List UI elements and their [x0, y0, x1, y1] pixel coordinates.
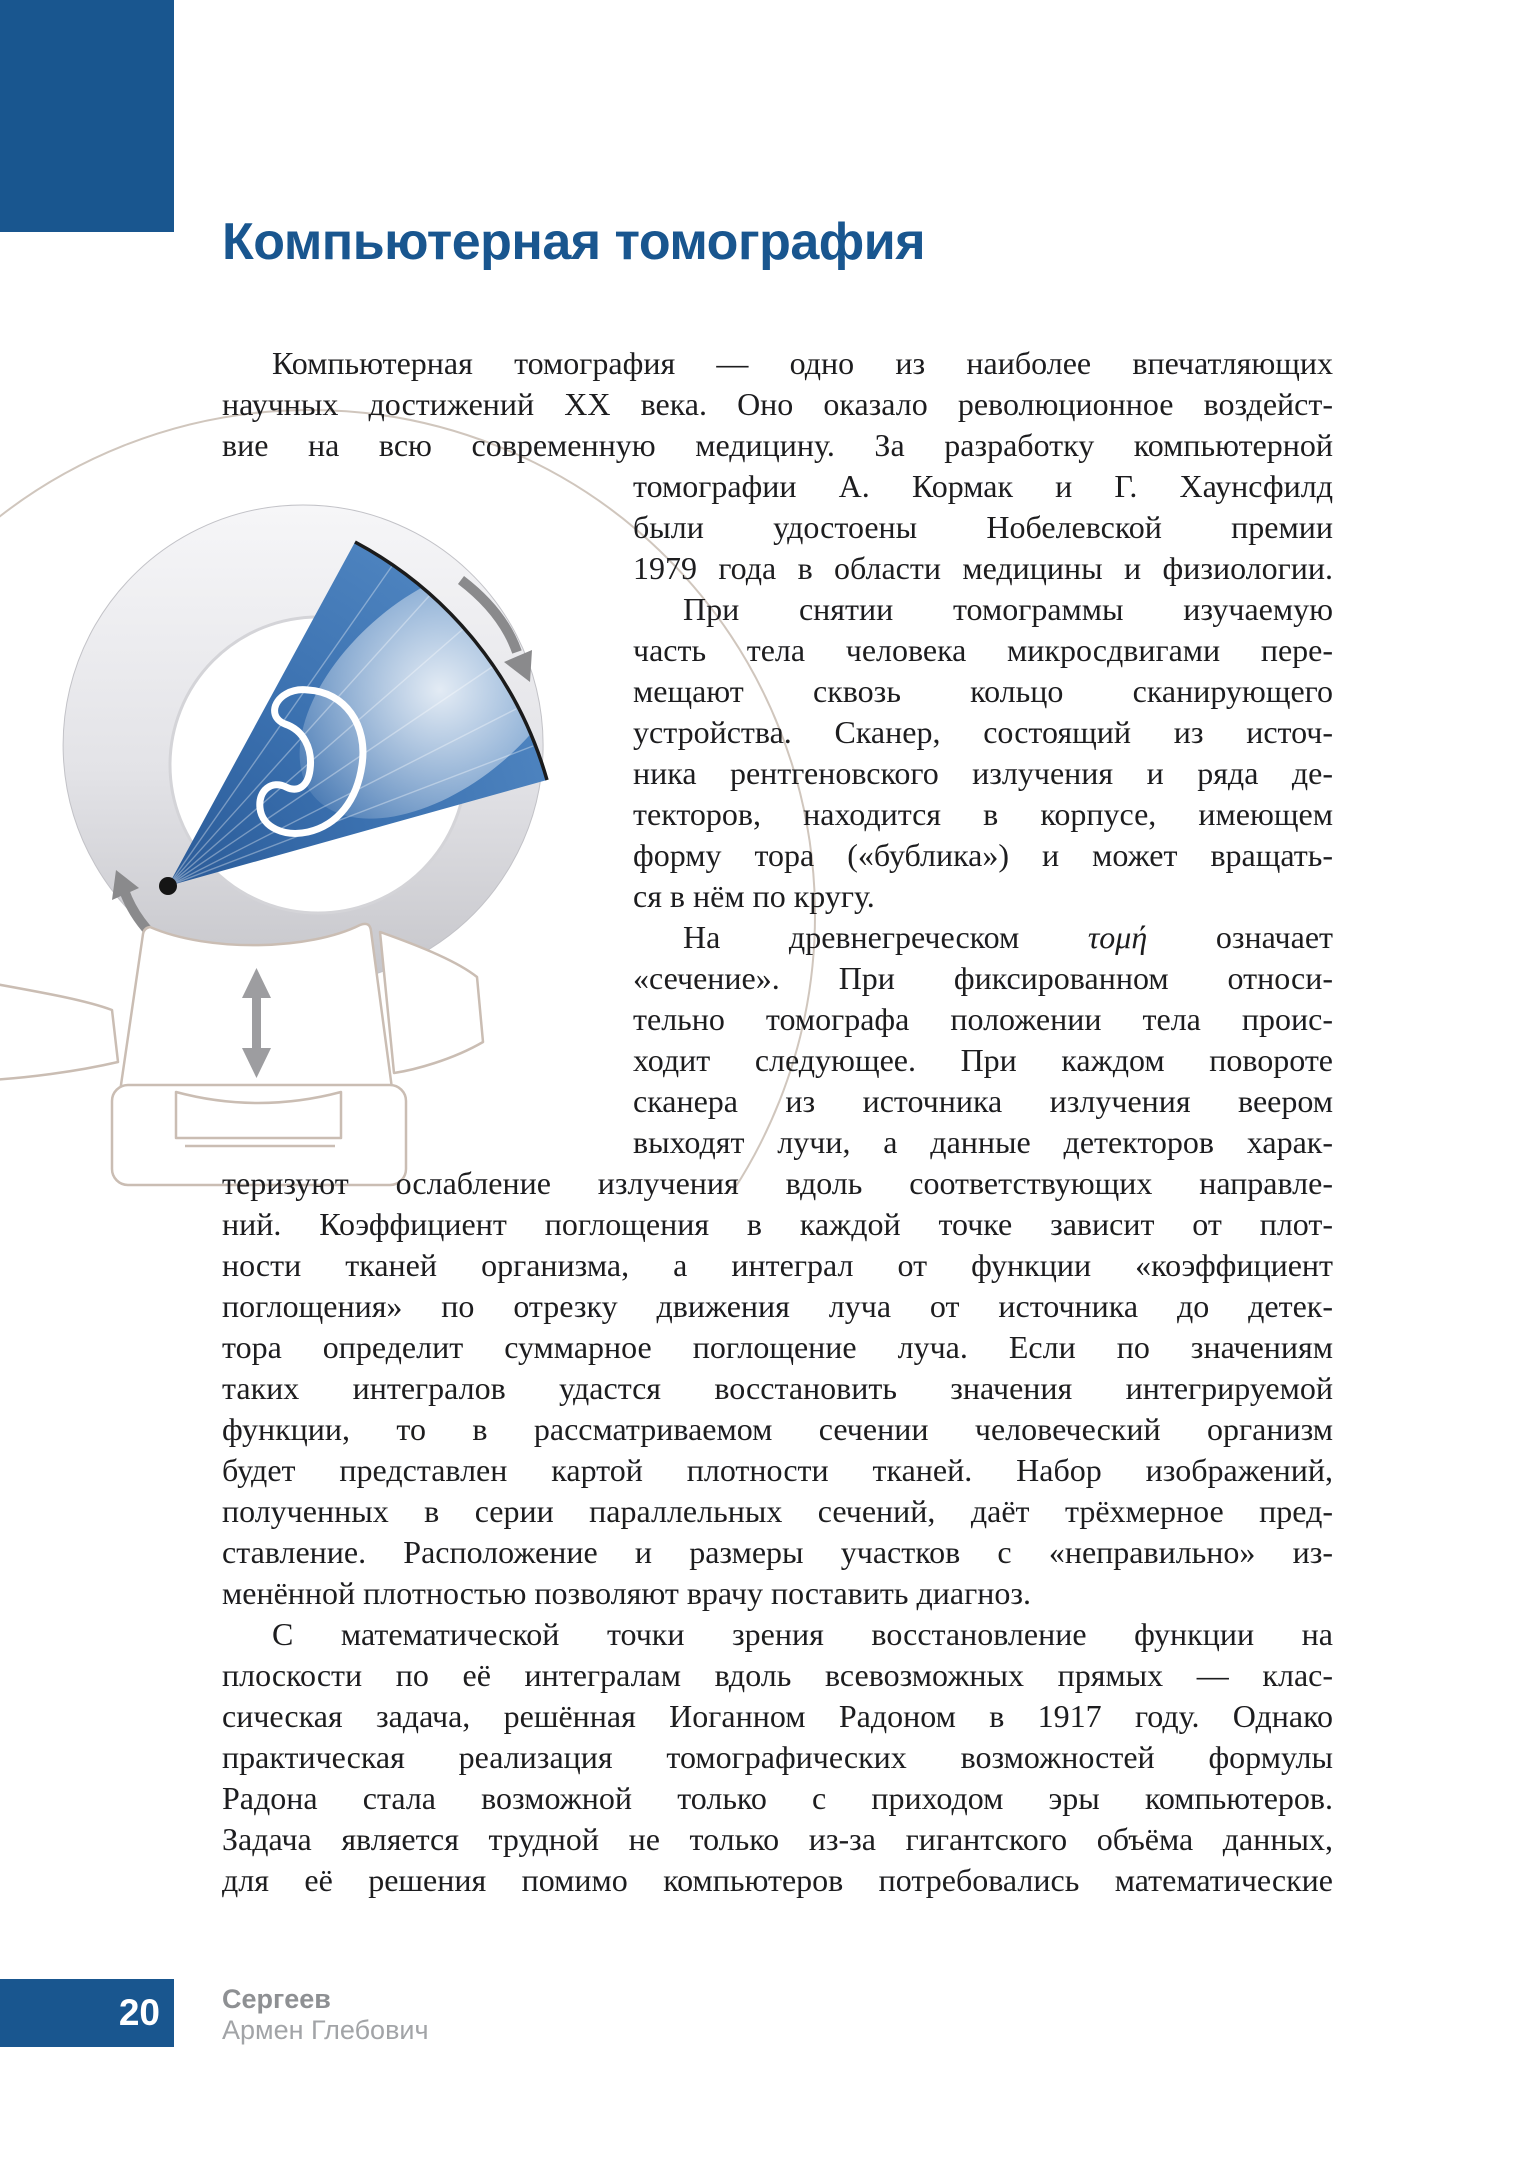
- text-line: вие на всю современную медицину. За разработку компьютерной: [222, 427, 1333, 463]
- text-line: поглощения» по отрезку движения луча от источника до детек-: [222, 1288, 1333, 1324]
- text-line: ходит следующее. При каждом повороте: [633, 1042, 1333, 1078]
- text-line: На древнегреческом τομή означает: [683, 919, 1334, 955]
- corner-accent-block: [0, 0, 174, 232]
- text-line: ся в нём по кругу.: [633, 878, 875, 914]
- text-line: теризуют ослабление излучения вдоль соответствующих направле-: [222, 1165, 1333, 1201]
- text-line: Радона стала возможной только с приходом эры компьютеров.: [222, 1780, 1333, 1816]
- text-line: текторов, находится в корпусе, имеющем: [633, 796, 1333, 832]
- text-line: полученных в серии параллельных сечений, даёт трёхмерное пред-: [222, 1493, 1333, 1529]
- text-line: были удостоены Нобелевской премии: [633, 509, 1333, 545]
- text-line: научных достижений XX века. Оно оказало революционное воздейст-: [222, 386, 1333, 422]
- text-line: для её решения помимо компьютеров потребовались математические: [222, 1862, 1333, 1898]
- text-line: практическая реализация томографических возможностей формулы: [222, 1739, 1333, 1775]
- text-line: 1979 года в области медицины и физиологии.: [633, 550, 1333, 586]
- page-number: 20: [118, 1992, 160, 2033]
- text-line: устройства. Сканер, состоящий из источ-: [633, 714, 1333, 750]
- text-line: «сечение». При фиксированном относи-: [633, 960, 1333, 996]
- text-line: таких интегралов удастся восстановить значения интегрируемой: [222, 1370, 1333, 1406]
- text-line: функции, то в рассматриваемом сечении человеческий организм: [222, 1411, 1333, 1447]
- text-line: сканера из источника излучения веером: [633, 1083, 1333, 1119]
- text-line: тельно томографа положении тела проис-: [633, 1001, 1333, 1037]
- text-line: Задача является трудной не только из-за гигантского объёма данных,: [222, 1821, 1333, 1857]
- author-last-name: Сергеев: [222, 1984, 331, 2014]
- page-title: Компьютерная томография: [222, 212, 926, 271]
- text-line: При снятии томограммы изучаемую: [683, 591, 1333, 627]
- text-line: сическая задача, решённая Иоганном Радоном в 1917 году. Однако: [222, 1698, 1333, 1734]
- text-line: ставление. Расположение и размеры участков с «неправильно» из-: [222, 1534, 1333, 1570]
- author-first-name: Армен Глебович: [222, 2015, 429, 2045]
- page-number-badge: [0, 1979, 174, 2047]
- text-line: плоскости по её интегралам вдоль всевозможных прямых — клас-: [222, 1657, 1333, 1693]
- text-line: тора определит суммарное поглощение луча. Если по значениям: [222, 1329, 1333, 1365]
- text-line: выходят лучи, а данные детекторов харак-: [633, 1124, 1333, 1160]
- text-line: томографии А. Кормак и Г. Хаунсфилд: [633, 468, 1333, 504]
- xray-source-dot: [159, 877, 177, 895]
- text-line: ника рентгеновского излучения и ряда де-: [633, 755, 1333, 791]
- text-line: ний. Коэффициент поглощения в каждой точке зависит от плот-: [222, 1206, 1333, 1242]
- text-line: форму тора («бублика») и может вращать-: [633, 837, 1333, 873]
- text-line: ности тканей организма, а интеграл от функции «коэффициент: [222, 1247, 1333, 1283]
- footer-author: [222, 1984, 429, 2046]
- text-line: мещают сквозь кольцо сканирующего: [633, 673, 1333, 709]
- article-text: [222, 343, 1333, 1901]
- text-line: Компьютерная томография — одно из наиболее впечатляющих: [272, 345, 1333, 381]
- text-line: С математической точки зрения восстановление функции на: [272, 1616, 1333, 1652]
- text-line: будет представлен картой плотности тканей. Набор изображений,: [222, 1452, 1333, 1488]
- text-line: менённой плотностью позволяют врачу поставить диагноз.: [222, 1575, 1031, 1611]
- text-line: часть тела человека микросдвигами пере-: [633, 632, 1333, 668]
